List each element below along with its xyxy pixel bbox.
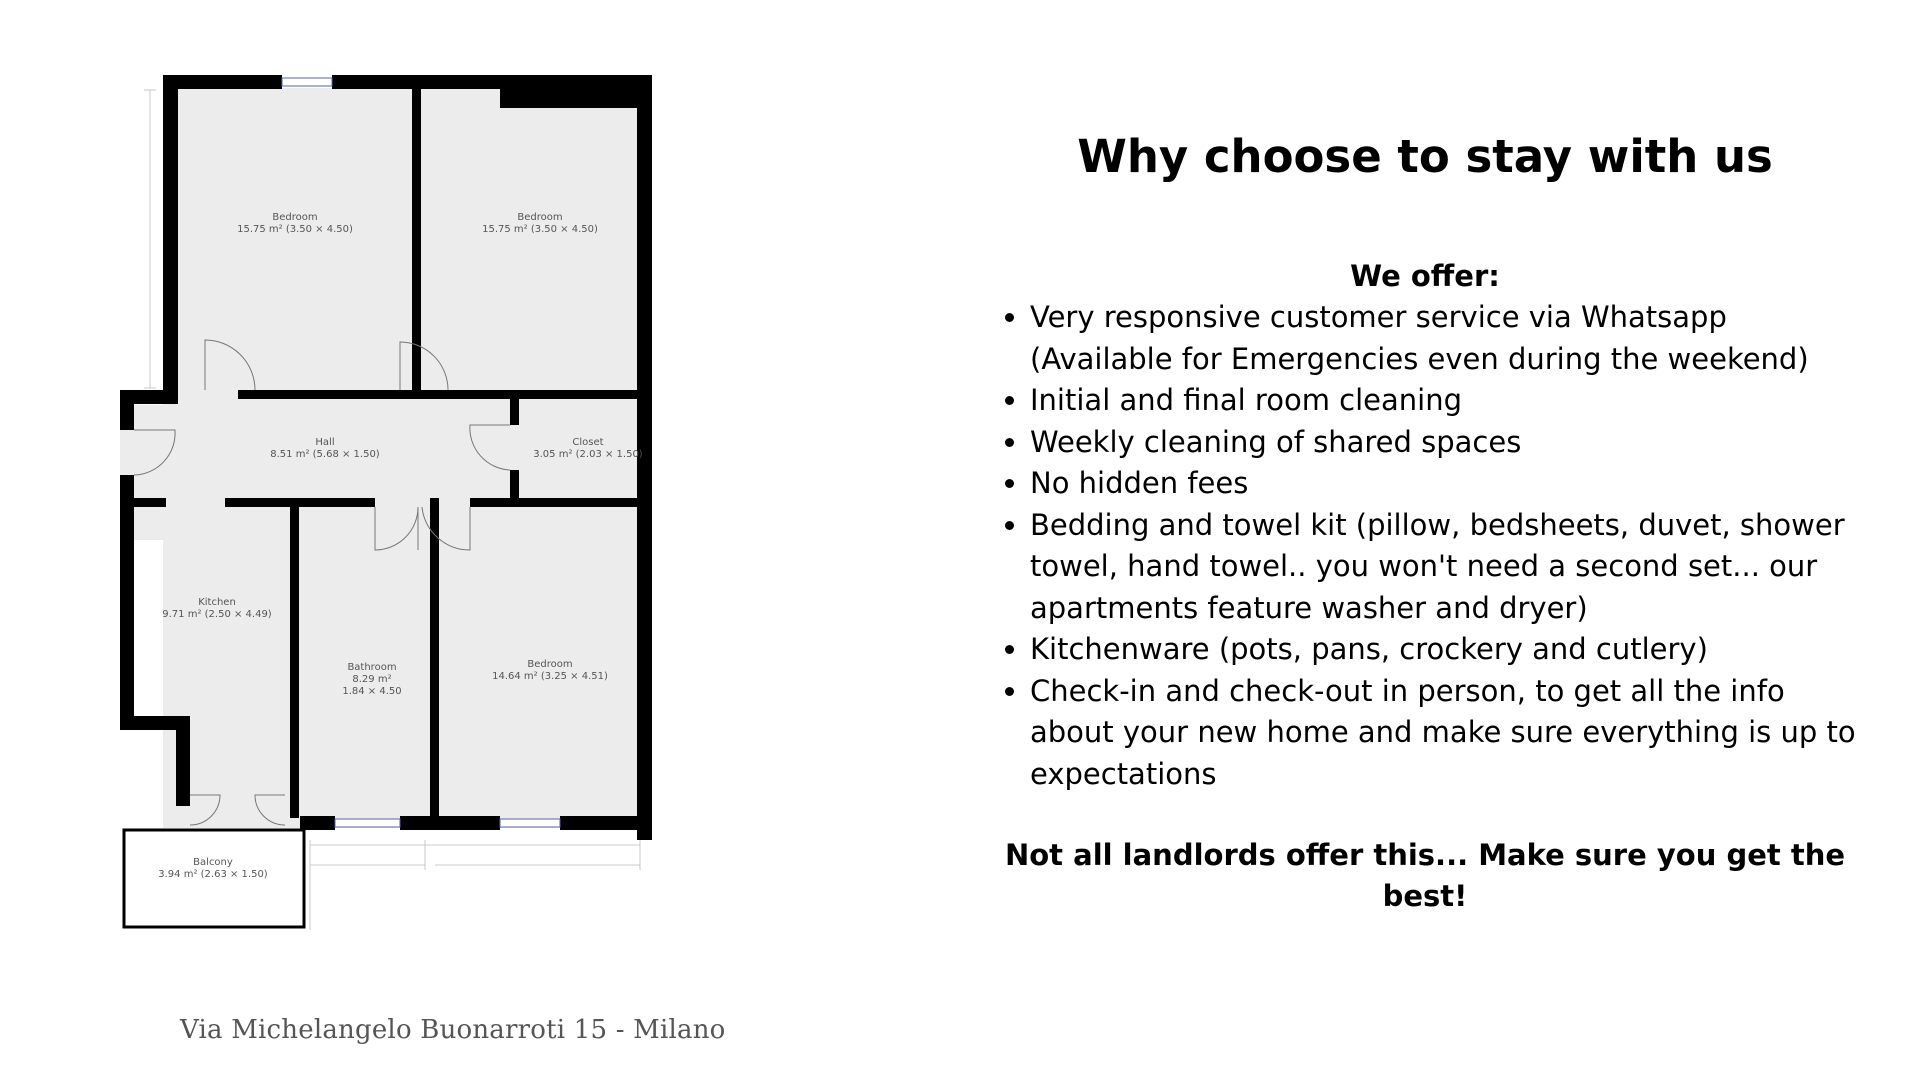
svg-text:9.71 m² (2.50 × 4.49): 9.71 m² (2.50 × 4.49) xyxy=(162,609,272,620)
svg-text:15.75 m² (3.50 × 4.50): 15.75 m² (3.50 × 4.50) xyxy=(482,224,598,235)
benefits-panel xyxy=(985,130,1865,917)
svg-text:14.64 m² (3.25 × 4.51): 14.64 m² (3.25 × 4.51) xyxy=(492,671,608,682)
offer-heading: We offer: xyxy=(1350,259,1500,293)
benefit-item-shared-cleaning: • Weekly cleaning of shared spaces xyxy=(1030,422,1865,464)
benefit-item-kitchenware: • Kitchenware (pots, pans, crockery and cutlery) xyxy=(1030,629,1865,671)
svg-text:Bedroom: Bedroom xyxy=(527,659,573,670)
apartment-floor-plan xyxy=(100,70,700,930)
benefit-item-no-fees: • No hidden fees xyxy=(1030,463,1865,505)
benefit-list xyxy=(985,297,1865,795)
page-title: Why choose to stay with us xyxy=(1077,130,1773,183)
benefit-item-check-in: • Check-in and check-out in person, to get all the info about your new home and make sure everything is up to expectations xyxy=(1030,671,1865,796)
svg-text:1.84 × 4.50: 1.84 × 4.50 xyxy=(342,686,402,697)
svg-text:Kitchen: Kitchen xyxy=(198,597,236,608)
svg-text:3.94 m² (2.63 × 1.50): 3.94 m² (2.63 × 1.50) xyxy=(158,869,268,880)
svg-text:Bedroom: Bedroom xyxy=(272,212,318,223)
svg-text:Closet: Closet xyxy=(572,437,604,448)
svg-text:15.75 m² (3.50 × 4.50): 15.75 m² (3.50 × 4.50) xyxy=(237,224,353,235)
svg-text:3.05 m² (2.03 × 1.50): 3.05 m² (2.03 × 1.50) xyxy=(533,449,643,460)
svg-text:Hall: Hall xyxy=(315,437,335,448)
svg-text:Bathroom: Bathroom xyxy=(347,662,397,673)
benefit-item-customer-service: • Very responsive customer service via Whatsapp (Available for Emergencies even during the weekend) xyxy=(1030,297,1865,380)
svg-text:8.51 m² (5.68 × 1.50): 8.51 m² (5.68 × 1.50) xyxy=(270,449,380,460)
svg-text:Balcony: Balcony xyxy=(193,857,233,868)
benefit-item-bedding-kit: • Bedding and towel kit (pillow, bedsheets, duvet, shower towel, hand towel.. you won't need a second set... our apartments feature washer and dryer) xyxy=(1030,505,1865,630)
property-address: Via Michelangelo Buonarroti 15 - Milano xyxy=(180,1015,726,1045)
benefit-item-room-cleaning: • Initial and final room cleaning xyxy=(1030,380,1865,422)
svg-text:Bedroom: Bedroom xyxy=(517,212,563,223)
svg-text:8.29 m²: 8.29 m² xyxy=(352,674,392,685)
closing-statement: Not all landlords offer this... Make sure you get the best! xyxy=(1004,838,1846,913)
